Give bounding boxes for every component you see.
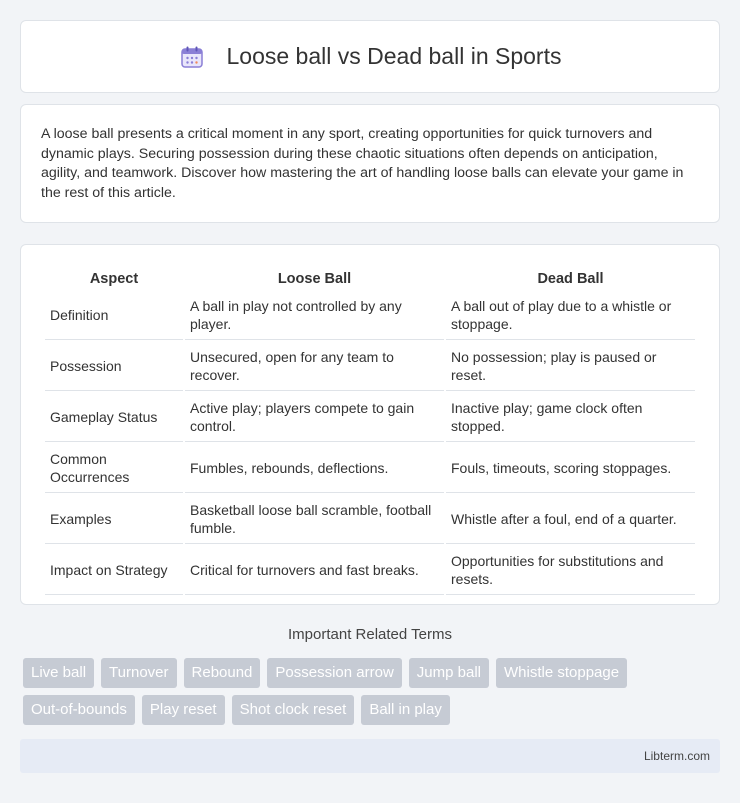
row-aspect: Common Occurrences: [45, 444, 183, 493]
row-loose-ball: Fumbles, rebounds, deflections.: [185, 444, 444, 493]
intro-card: [20, 104, 720, 223]
header-aspect: Aspect: [89, 271, 139, 287]
term-tag[interactable]: Whistle stoppage: [496, 658, 627, 688]
row-aspect: Definition: [45, 291, 183, 340]
term-tag[interactable]: Shot clock reset: [232, 695, 355, 725]
page-title: Loose ball vs Dead ball in Sports: [226, 43, 562, 69]
table-row: [45, 444, 695, 493]
table-row: [45, 291, 695, 340]
term-tag[interactable]: Possession arrow: [267, 658, 401, 688]
related-terms-title: Important Related Terms: [288, 626, 452, 643]
table-row: [45, 393, 695, 442]
table-row: [45, 342, 695, 391]
row-loose-ball: Unsecured, open for any team to recover.: [185, 342, 444, 391]
table-row: [45, 546, 695, 595]
row-dead-ball: Inactive play; game clock often stopped.: [446, 393, 695, 442]
table-header-row: [45, 267, 695, 289]
footer-site-link[interactable]: Libterm.com: [643, 749, 710, 763]
term-tag[interactable]: Play reset: [142, 695, 225, 725]
row-dead-ball: A ball out of play due to a whistle or stoppage.: [446, 291, 695, 340]
row-loose-ball: Basketball loose ball scramble, football fumble.: [185, 495, 444, 544]
term-tag[interactable]: Live ball: [23, 658, 94, 688]
row-aspect: Possession: [45, 342, 183, 391]
row-aspect: Examples: [45, 495, 183, 544]
header-loose-ball: Loose Ball: [277, 271, 352, 287]
row-dead-ball: Whistle after a foul, end of a quarter.: [446, 495, 695, 544]
term-tag[interactable]: Ball in play: [361, 695, 450, 725]
table-row: [45, 495, 695, 544]
term-tag[interactable]: Rebound: [184, 658, 261, 688]
row-dead-ball: No possession; play is paused or reset.: [446, 342, 695, 391]
related-terms-list: [23, 658, 703, 725]
row-loose-ball: A ball in play not controlled by any player.: [185, 291, 444, 340]
row-aspect: Impact on Strategy: [45, 546, 183, 595]
row-dead-ball: Opportunities for substitutions and resets.: [446, 546, 695, 595]
title-card: [20, 20, 720, 93]
term-tag[interactable]: Jump ball: [409, 658, 489, 688]
header-dead-ball: Dead Ball: [537, 271, 604, 287]
row-aspect: Gameplay Status: [45, 393, 183, 442]
comparison-table: [43, 265, 697, 597]
term-tag[interactable]: Out-of-bounds: [23, 695, 135, 725]
term-tag[interactable]: Turnover: [101, 658, 176, 688]
calendar-icon: [179, 44, 205, 70]
intro-paragraph: A loose ball presents a critical moment in any sport, creating opportunities for quick turnovers and dynamic plays. Securing possession during these chaotic situations often depends on anticipation, agility, and teamwork. Discover how mastering the art of handling loose balls can elevate your game in the rest of this article.: [41, 126, 684, 201]
comparison-card: [20, 244, 720, 605]
row-dead-ball: Fouls, timeouts, scoring stoppages.: [446, 444, 695, 493]
row-loose-ball: Critical for turnovers and fast breaks.: [185, 546, 444, 595]
footer: [20, 739, 720, 773]
row-loose-ball: Active play; players compete to gain control.: [185, 393, 444, 442]
